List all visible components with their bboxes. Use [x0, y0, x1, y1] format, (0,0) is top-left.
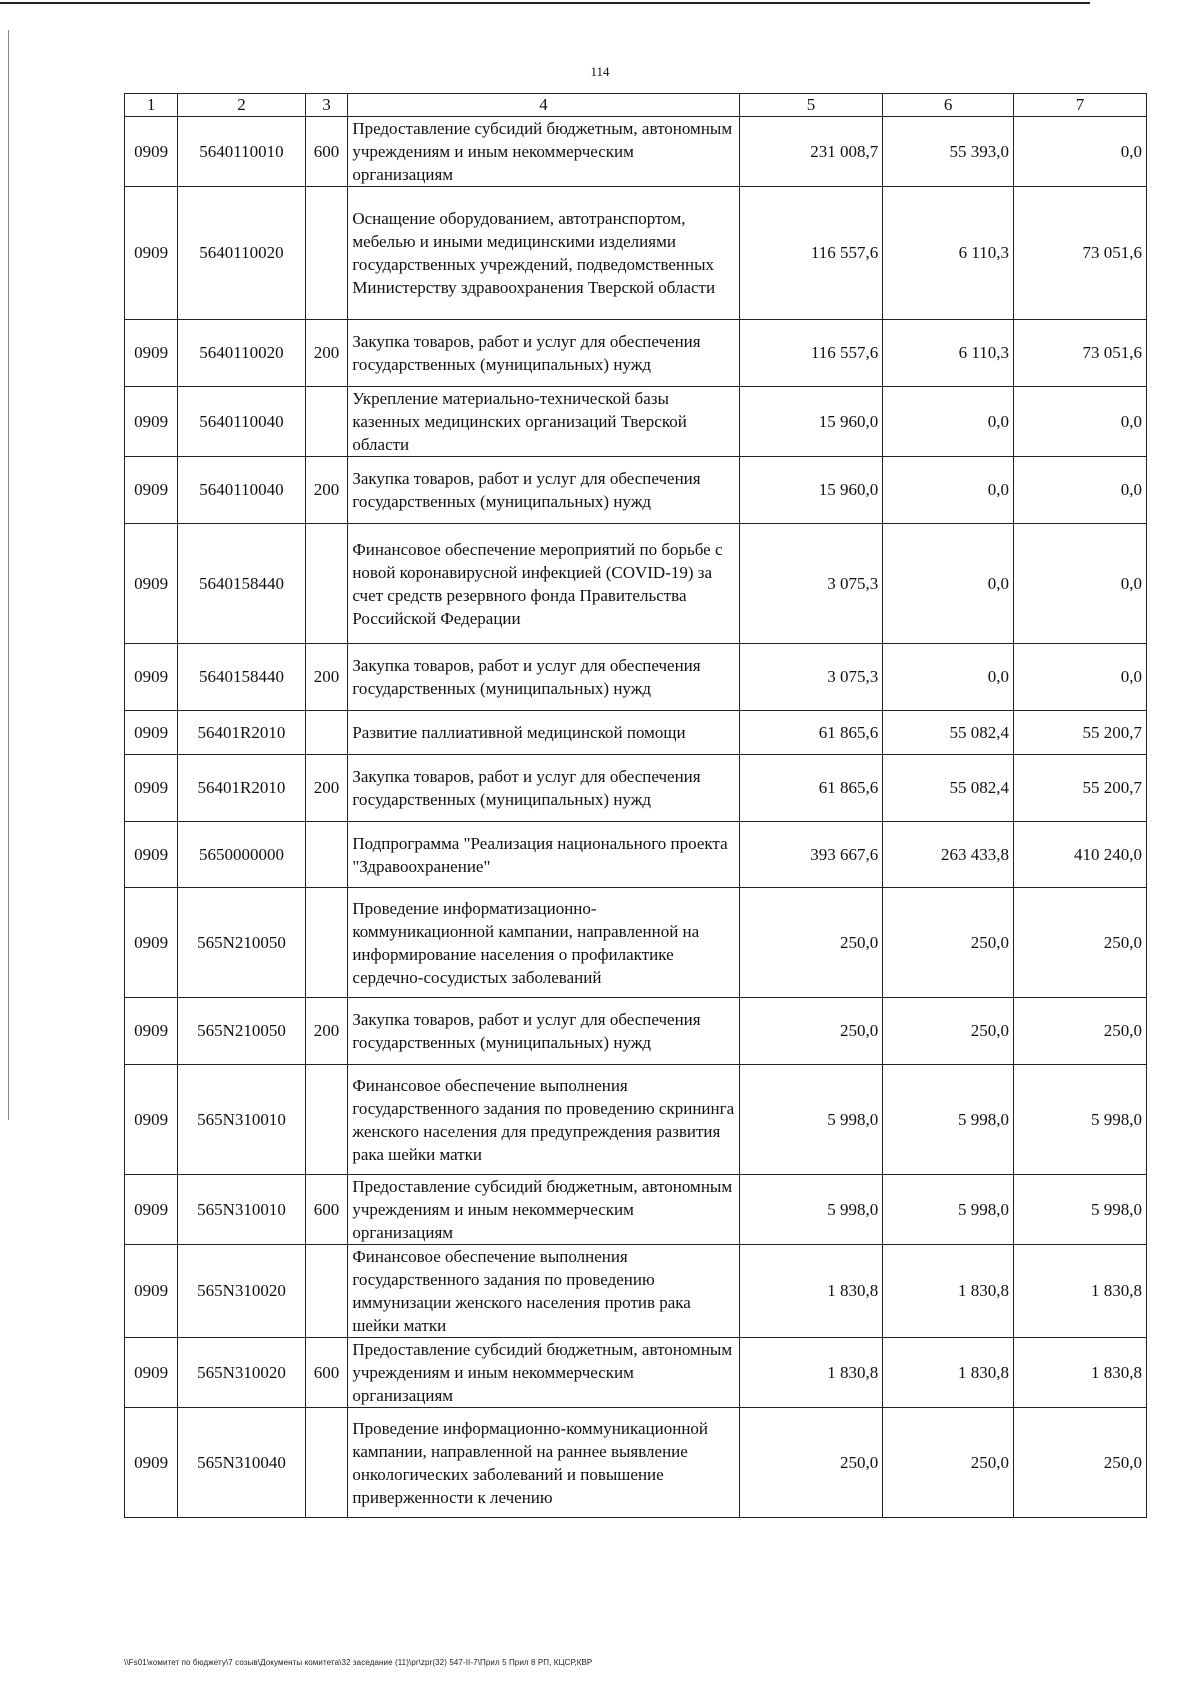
- expense-type-code: 200: [305, 755, 348, 822]
- section-code: 0909: [125, 888, 178, 998]
- amount-col5: 231 008,7: [739, 117, 883, 187]
- expense-type-code: 200: [305, 457, 348, 524]
- target-article-code: 565N310010: [178, 1065, 306, 1175]
- table-row: [125, 711, 1147, 755]
- expense-type-code: 600: [305, 1338, 348, 1408]
- row-description: Укрепление материально-технической базы казенных медицинских организаций Тверской области: [348, 387, 739, 457]
- amount-col7: 1 830,8: [1014, 1245, 1147, 1338]
- row-description: Закупка товаров, работ и услуг для обеспечения государственных (муниципальных) нужд: [348, 644, 739, 711]
- expense-type-code: [305, 1245, 348, 1338]
- budget-table: [124, 93, 1147, 1518]
- expense-type-code: [305, 711, 348, 755]
- amount-col6: 55 082,4: [883, 711, 1014, 755]
- amount-col6: 250,0: [883, 888, 1014, 998]
- amount-col7: 55 200,7: [1014, 711, 1147, 755]
- row-description: Закупка товаров, работ и услуг для обеспечения государственных (муниципальных) нужд: [348, 755, 739, 822]
- table-row: [125, 755, 1147, 822]
- table-row: [125, 320, 1147, 387]
- amount-col6: 250,0: [883, 1408, 1014, 1518]
- table-row: [125, 1175, 1147, 1245]
- amount-col7: 250,0: [1014, 998, 1147, 1065]
- top-border-line: [0, 2, 1090, 4]
- amount-col6: 5 998,0: [883, 1175, 1014, 1245]
- amount-col7: 0,0: [1014, 644, 1147, 711]
- amount-col5: 116 557,6: [739, 320, 883, 387]
- amount-col5: 61 865,6: [739, 755, 883, 822]
- amount-col5: 15 960,0: [739, 387, 883, 457]
- column-header: 7: [1014, 94, 1147, 117]
- table-row: [125, 457, 1147, 524]
- section-code: 0909: [125, 1065, 178, 1175]
- row-description: Оснащение оборудованием, автотранспортом, мебелью и иными медицинскими изделиями государственных учреждений, подведомственных Министерству здравоохранения Тверской области: [348, 187, 739, 320]
- amount-col7: 55 200,7: [1014, 755, 1147, 822]
- amount-col5: 3 075,3: [739, 524, 883, 644]
- amount-col6: 55 082,4: [883, 755, 1014, 822]
- section-code: 0909: [125, 117, 178, 187]
- target-article-code: 5640110020: [178, 187, 306, 320]
- expense-type-code: 200: [305, 644, 348, 711]
- amount-col7: 0,0: [1014, 387, 1147, 457]
- target-article-code: 565N210050: [178, 888, 306, 998]
- section-code: 0909: [125, 1175, 178, 1245]
- target-article-code: 56401R2010: [178, 755, 306, 822]
- column-header: 3: [305, 94, 348, 117]
- row-description: Предоставление субсидий бюджетным, автономным учреждениям и иным некоммерческим организациям: [348, 1338, 739, 1408]
- table-row: [125, 524, 1147, 644]
- footer-file-path: \\Fs01\комитет по бюджету\7 созыв\Документы комитета\32 заседание (11)\pr\zpr(32) 547-II-7\Прил 5 Прил 8 РП, КЦСР,КВР: [124, 1658, 593, 1667]
- amount-col5: 15 960,0: [739, 457, 883, 524]
- section-code: 0909: [125, 998, 178, 1065]
- amount-col6: 0,0: [883, 387, 1014, 457]
- amount-col6: 0,0: [883, 457, 1014, 524]
- amount-col7: 410 240,0: [1014, 822, 1147, 888]
- table-row: [125, 1245, 1147, 1338]
- amount-col6: 6 110,3: [883, 187, 1014, 320]
- row-description: Закупка товаров, работ и услуг для обеспечения государственных (муниципальных) нужд: [348, 320, 739, 387]
- section-code: 0909: [125, 457, 178, 524]
- table-row: [125, 1338, 1147, 1408]
- row-description: Развитие паллиативной медицинской помощи: [348, 711, 739, 755]
- column-header: 6: [883, 94, 1014, 117]
- expense-type-code: 200: [305, 320, 348, 387]
- column-header: 2: [178, 94, 306, 117]
- table-row: [125, 187, 1147, 320]
- amount-col6: 1 830,8: [883, 1338, 1014, 1408]
- target-article-code: 5640110040: [178, 387, 306, 457]
- amount-col7: 5 998,0: [1014, 1175, 1147, 1245]
- amount-col5: 61 865,6: [739, 711, 883, 755]
- expense-type-code: 600: [305, 117, 348, 187]
- amount-col7: 0,0: [1014, 524, 1147, 644]
- amount-col6: 6 110,3: [883, 320, 1014, 387]
- amount-col5: 1 830,8: [739, 1245, 883, 1338]
- table-row: [125, 1408, 1147, 1518]
- amount-col5: 5 998,0: [739, 1175, 883, 1245]
- expense-type-code: [305, 1065, 348, 1175]
- expense-type-code: [305, 822, 348, 888]
- table-row: [125, 1065, 1147, 1175]
- table-row: [125, 644, 1147, 711]
- target-article-code: 565N210050: [178, 998, 306, 1065]
- row-description: Проведение информатизационно-коммуникационной кампании, направленной на информирование населения о профилактике сердечно-сосудистых заболеваний: [348, 888, 739, 998]
- column-header: 1: [125, 94, 178, 117]
- row-description: Подпрограмма "Реализация национального проекта "Здравоохранение": [348, 822, 739, 888]
- amount-col5: 250,0: [739, 998, 883, 1065]
- section-code: 0909: [125, 822, 178, 888]
- amount-col7: 250,0: [1014, 1408, 1147, 1518]
- target-article-code: 5640110020: [178, 320, 306, 387]
- section-code: 0909: [125, 711, 178, 755]
- amount-col7: 73 051,6: [1014, 187, 1147, 320]
- amount-col7: 5 998,0: [1014, 1065, 1147, 1175]
- expense-type-code: 200: [305, 998, 348, 1065]
- section-code: 0909: [125, 387, 178, 457]
- row-description: Финансовое обеспечение выполнения государственного задания по проведению иммунизации женского населения против рака шейки матки: [348, 1245, 739, 1338]
- section-code: 0909: [125, 1338, 178, 1408]
- section-code: 0909: [125, 524, 178, 644]
- amount-col7: 0,0: [1014, 457, 1147, 524]
- section-code: 0909: [125, 644, 178, 711]
- table-row: [125, 117, 1147, 187]
- amount-col6: 5 998,0: [883, 1065, 1014, 1175]
- section-code: 0909: [125, 320, 178, 387]
- section-code: 0909: [125, 187, 178, 320]
- amount-col7: 1 830,8: [1014, 1338, 1147, 1408]
- row-description: Закупка товаров, работ и услуг для обеспечения государственных (муниципальных) нужд: [348, 998, 739, 1065]
- amount-col5: 393 667,6: [739, 822, 883, 888]
- target-article-code: 565N310040: [178, 1408, 306, 1518]
- target-article-code: 565N310020: [178, 1245, 306, 1338]
- amount-col5: 5 998,0: [739, 1065, 883, 1175]
- amount-col7: 250,0: [1014, 888, 1147, 998]
- target-article-code: 5640110040: [178, 457, 306, 524]
- left-margin-line: [8, 30, 9, 1120]
- row-description: Финансовое обеспечение мероприятий по борьбе с новой коронавирусной инфекцией (COVID-19) за счет средств резервного фонда Правительства Российской Федерации: [348, 524, 739, 644]
- section-code: 0909: [125, 1408, 178, 1518]
- row-description: Предоставление субсидий бюджетным, автономным учреждениям и иным некоммерческим организациям: [348, 117, 739, 187]
- amount-col6: 263 433,8: [883, 822, 1014, 888]
- target-article-code: 5640110010: [178, 117, 306, 187]
- row-description: Предоставление субсидий бюджетным, автономным учреждениям и иным некоммерческим организациям: [348, 1175, 739, 1245]
- column-header: 4: [348, 94, 739, 117]
- amount-col6: 55 393,0: [883, 117, 1014, 187]
- amount-col5: 116 557,6: [739, 187, 883, 320]
- expense-type-code: [305, 187, 348, 320]
- row-description: Финансовое обеспечение выполнения государственного задания по проведению скрининга женского населения для предупреждения развития рака шейки матки: [348, 1065, 739, 1175]
- row-description: Проведение информационно-коммуникационной кампании, направленной на раннее выявление онкологических заболеваний и повышение приверженности к лечению: [348, 1408, 739, 1518]
- row-description: Закупка товаров, работ и услуг для обеспечения государственных (муниципальных) нужд: [348, 457, 739, 524]
- table-body: [125, 117, 1147, 1518]
- amount-col5: 1 830,8: [739, 1338, 883, 1408]
- target-article-code: 5650000000: [178, 822, 306, 888]
- target-article-code: 565N310020: [178, 1338, 306, 1408]
- amount-col5: 3 075,3: [739, 644, 883, 711]
- target-article-code: 5640158440: [178, 524, 306, 644]
- section-code: 0909: [125, 1245, 178, 1338]
- amount-col5: 250,0: [739, 1408, 883, 1518]
- page-number: 114: [590, 64, 610, 79]
- amount-col7: 0,0: [1014, 117, 1147, 187]
- target-article-code: 56401R2010: [178, 711, 306, 755]
- table-row: [125, 822, 1147, 888]
- table-row: [125, 387, 1147, 457]
- expense-type-code: [305, 888, 348, 998]
- expense-type-code: [305, 524, 348, 644]
- expense-type-code: 600: [305, 1175, 348, 1245]
- table-row: [125, 888, 1147, 998]
- amount-col5: 250,0: [739, 888, 883, 998]
- amount-col6: 250,0: [883, 998, 1014, 1065]
- column-header: 5: [739, 94, 883, 117]
- amount-col6: 0,0: [883, 644, 1014, 711]
- target-article-code: 5640158440: [178, 644, 306, 711]
- expense-type-code: [305, 1408, 348, 1518]
- target-article-code: 565N310010: [178, 1175, 306, 1245]
- amount-col7: 73 051,6: [1014, 320, 1147, 387]
- section-code: 0909: [125, 755, 178, 822]
- table-row: [125, 998, 1147, 1065]
- amount-col6: 1 830,8: [883, 1245, 1014, 1338]
- amount-col6: 0,0: [883, 524, 1014, 644]
- header-row: [125, 94, 1147, 117]
- expense-type-code: [305, 387, 348, 457]
